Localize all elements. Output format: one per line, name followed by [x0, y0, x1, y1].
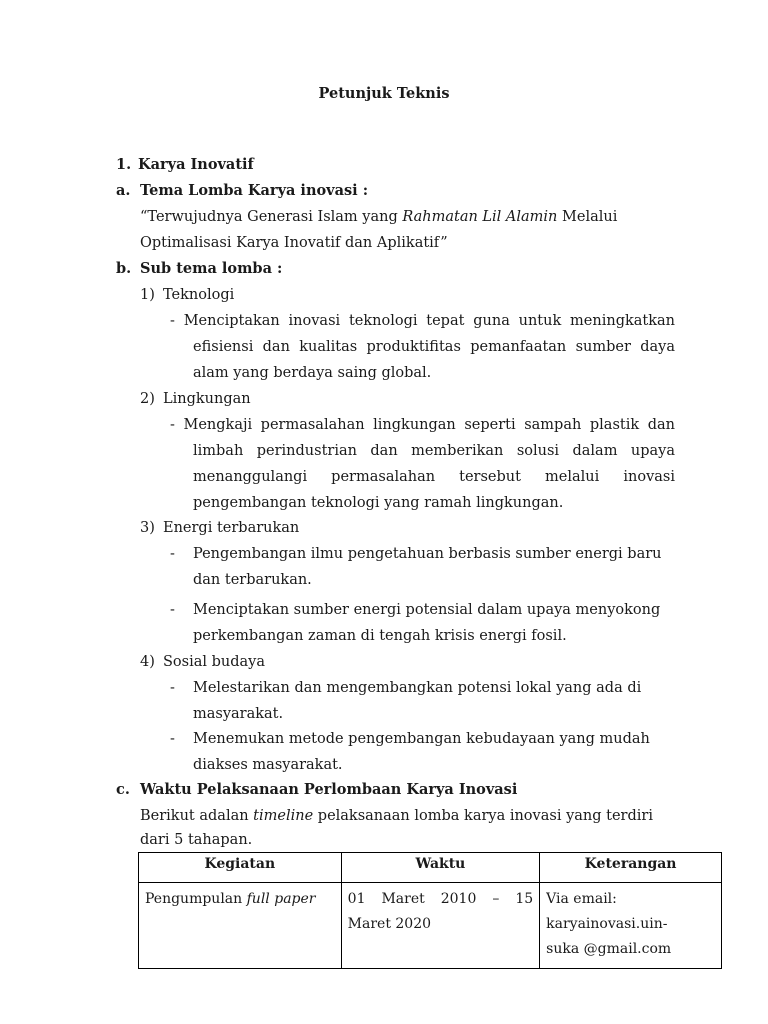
page-title: Petunjuk Teknis [318, 85, 450, 102]
table-row [139, 883, 722, 969]
bullet-text-line: perkembangan zaman di tengah krisis energi fosil. [193, 628, 567, 644]
bullet-dash: - [170, 731, 175, 747]
subtheme-text-line: - Menciptakan inovasi teknologi tepat guna untuk meningkatkan [170, 313, 675, 329]
bullet-dash: - [170, 602, 175, 618]
table-header-row [139, 853, 722, 883]
subsection-a-heading: Tema Lomba Karya inovasi : [140, 182, 369, 199]
table-header-kegiatan: Kegiatan [139, 853, 342, 883]
bullet-text-line: Melestarikan dan mengembangkan potensi lokal yang ada di [193, 680, 642, 696]
cell-kegiatan: Pengumpulan full paper [139, 883, 342, 969]
subtheme-number: 4) [140, 654, 155, 670]
cell-keterangan: Via email: karyainovasi.uin- suka @gmail.com [540, 883, 722, 969]
bullet-text-line: masyarakat. [193, 706, 284, 722]
subtheme-name: Lingkungan [163, 391, 251, 407]
subtheme-name: Energi terbarukan [163, 520, 300, 536]
subtheme-text-line: efisiensi dan kualitas produktifitas pemanfaatan sumber daya [193, 339, 675, 355]
subtheme-name: Teknologi [163, 287, 235, 303]
subtheme-text-line: - Mengkaji permasalahan lingkungan seperti sampah plastik dan [170, 417, 675, 433]
section-heading: Karya Inovatif [138, 156, 254, 173]
subsection-a-marker: a. [116, 182, 131, 199]
theme-line-2: Optimalisasi Karya Inovatif dan Aplikatif” [140, 235, 448, 251]
bullet-dash: - [170, 546, 175, 562]
bullet-text-line: Menciptakan sumber energi potensial dalam upaya menyokong [193, 602, 661, 618]
subsection-c-marker: c. [116, 781, 130, 798]
bullet-text-line: dan terbarukan. [193, 572, 312, 588]
subtheme-text-line: pengembangan teknologi yang ramah lingkungan. [193, 495, 564, 511]
table-header-keterangan: Keterangan [540, 853, 722, 883]
subtheme-name: Sosial budaya [163, 654, 266, 670]
bullet-dash: - [170, 680, 175, 696]
table-header-waktu: Waktu [341, 853, 540, 883]
subtheme-text-line: limbah perindustrian dan memberikan solusi dalam upaya [193, 443, 675, 459]
subsection-c-heading: Waktu Pelaksanaan Perlombaan Karya Inovasi [140, 781, 518, 798]
timeline-intro-line-1: Berikut adalan timeline pelaksanaan lomba karya inovasi yang terdiri [140, 808, 653, 824]
subsection-b-heading: Sub tema lomba : [140, 260, 283, 277]
cell-waktu: 01 Maret 2010 – 15 Maret 2020 [341, 883, 540, 969]
bullet-text-line: diakses masyarakat. [193, 757, 343, 773]
bullet-text-line: Pengembangan ilmu pengetahuan berbasis sumber energi baru [193, 546, 662, 562]
subtheme-number: 1) [140, 287, 155, 303]
bullet-text-line: Menemukan metode pengembangan kebudayaan yang mudah [193, 731, 650, 747]
subsection-b-marker: b. [116, 260, 132, 277]
subtheme-text-line: menanggulangi permasalahan tersebut melalui inovasi [193, 469, 675, 485]
theme-line-1: “Terwujudnya Generasi Islam yang Rahmatan Lil Alamin Melalui [140, 209, 618, 225]
timeline-table [138, 852, 722, 969]
timeline-intro-line-2: dari 5 tahapan. [140, 832, 253, 848]
subtheme-number: 2) [140, 391, 155, 407]
subtheme-text-line: alam yang berdaya saing global. [193, 365, 432, 381]
section-number: 1. [116, 156, 132, 173]
subtheme-number: 3) [140, 520, 155, 536]
